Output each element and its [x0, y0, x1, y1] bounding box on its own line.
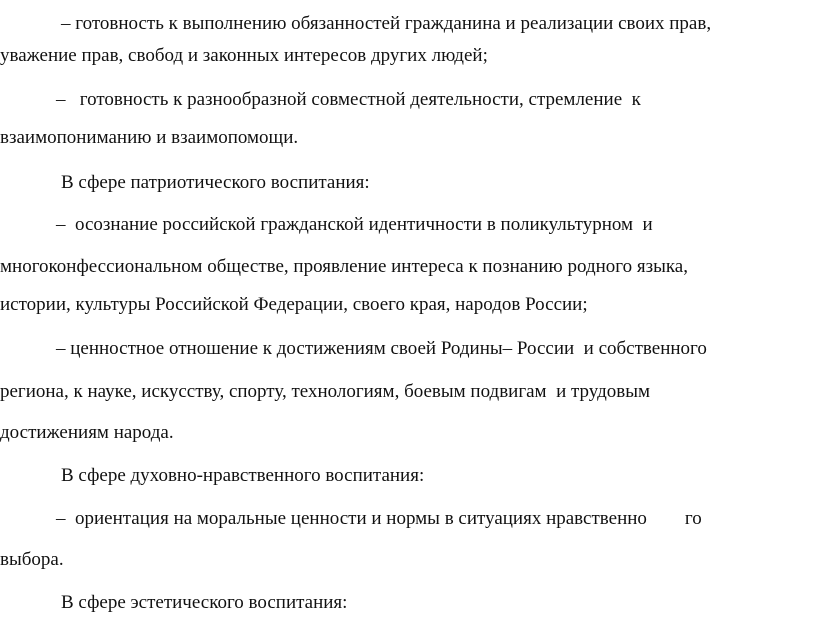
paragraph-line-7: многоконфессиональном обществе, проявление интереса к познанию родного языка,	[0, 256, 688, 277]
paragraph-line-3: – готовность к разнообразной совместной деятельности, стремление к	[56, 89, 641, 110]
paragraph-line-1: – готовность к выполнению обязанностей гражданина и реализации своих прав,	[61, 13, 712, 34]
paragraph-line-13: – ориентация на моральные ценности и нормы в ситуациях нравственно го	[56, 508, 702, 529]
paragraph-line-9: – ценностное отношение к достижениям своей Родины– России и собственного	[56, 338, 707, 359]
paragraph-line-4: взаимопониманию и взаимопомощи.	[0, 127, 299, 148]
section-heading-aesthetic: В сфере эстетического воспитания:	[61, 592, 348, 613]
paragraph-line-2: уважение прав, свобод и законных интересов других людей;	[0, 45, 488, 66]
section-heading-spiritual: В сфере духовно-нравственного воспитания:	[61, 465, 425, 486]
paragraph-line-8: истории, культуры Российской Федерации, своего края, народов России;	[0, 294, 588, 315]
section-heading-patriotic: В сфере патриотического воспитания:	[61, 172, 370, 193]
paragraph-line-6: – осознание российской гражданской идентичности в поликультурном и	[56, 214, 653, 235]
paragraph-line-11: достижениям народа.	[0, 422, 174, 443]
paragraph-line-14: выбора.	[0, 549, 64, 570]
paragraph-line-10: региона, к науке, искусству, спорту, технологиям, боевым подвигам и трудовым	[0, 381, 651, 402]
